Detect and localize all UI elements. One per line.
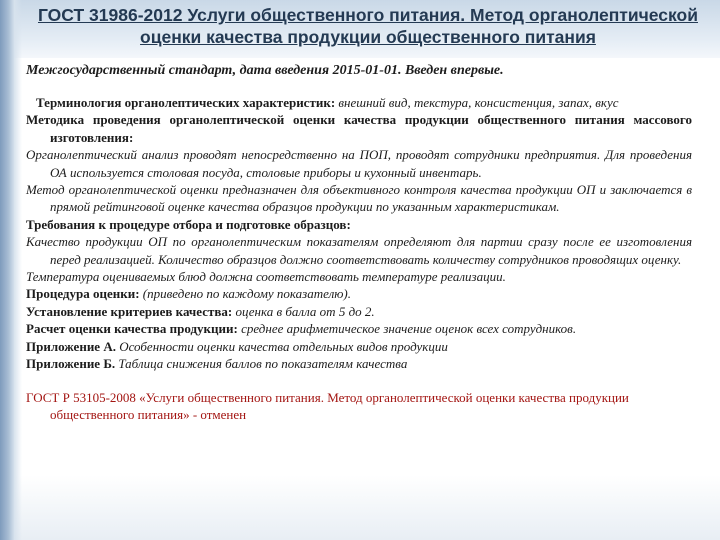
criteria-label: Установление критериев качества: xyxy=(26,303,233,319)
standard-intro: Межгосударственный стандарт, дата введения 2015-01-01. Введен впервые. xyxy=(26,63,504,78)
criteria-line xyxy=(26,303,692,320)
appendix-a-line xyxy=(26,338,692,355)
calculation-line xyxy=(26,320,692,337)
appendix-b-value: Таблица снижения баллов по показателям качества xyxy=(118,356,408,372)
slide-content xyxy=(26,62,692,423)
procedure-label: Процедура оценки: xyxy=(26,286,140,302)
calculation-value: среднее арифметическое значение оценок всех сотрудников. xyxy=(241,321,577,337)
appendix-a-label: Приложение А. xyxy=(26,338,116,354)
slide-title: ГОСТ 31986-2012 Услуги общественного питания. Метод органолептической оценки качества продукции общественного питания xyxy=(37,5,698,47)
appendix-b-line xyxy=(26,355,692,372)
criteria-value: оценка в балла от 5 до 2. xyxy=(235,303,375,319)
sampling-heading: Требования к процедуре отбора и подготовке образцов: xyxy=(26,216,351,232)
procedure-line xyxy=(26,285,692,302)
calculation-label: Расчет оценки качества продукции: xyxy=(26,321,238,337)
methodology-heading: Методика проведения органолептической оценки качества продукции общественного питания массового изготовления: xyxy=(26,112,692,145)
appendix-a-value: Особенности оценки качества отдельных видов продукции xyxy=(119,338,448,354)
appendix-b-label: Приложение Б. xyxy=(26,356,116,372)
terminology-paragraph xyxy=(26,94,692,111)
sampling-text-2: Температура оцениваемых блюд должна соответствовать температуре реализации. xyxy=(26,269,506,285)
sampling-text-1: Качество продукции ОП по органолептическим показателям определяют для партии сразу после ее изготовления перед реализацией. Количество образцов должно соответствовать количеству сотрудников проводящих оценку. xyxy=(26,234,692,267)
left-accent-bar xyxy=(0,0,14,540)
methodology-text-1: Органолептический анализ проводят непосредственно на ПОП, проводят сотрудники предприятия. Для проведения ОА используется столовая посуда, столовые приборы и кухонный инвентарь. xyxy=(26,147,692,180)
methodology-text-2: Метод органолептической оценки предназначен для объективного контроля качества продукции ОП и заключается в прямой рейтинговой оценке качества образцов продукции по указанным характеристикам. xyxy=(26,182,692,215)
cancelled-standard-note: ГОСТ Р 53105-2008 «Услуги общественного питания. Метод органолептической оценки качества продукции общественного питания» - отменен xyxy=(26,389,629,422)
left-accent-shade xyxy=(14,0,22,540)
terminology-value: внешний вид, текстура, консистенция, запах, вкус xyxy=(338,95,619,110)
procedure-value: (приведено по каждому показателю). xyxy=(142,286,351,302)
terminology-label: Терминология органолептических характеристик: xyxy=(36,95,336,110)
